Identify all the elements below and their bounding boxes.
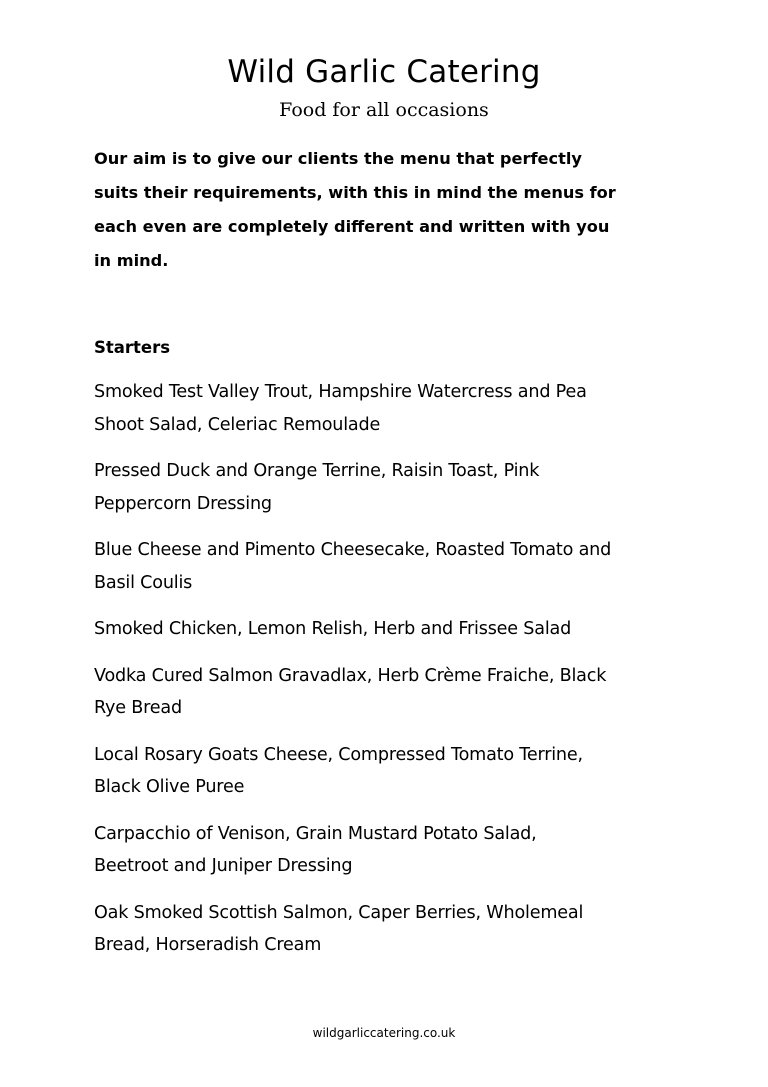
menu-item-line: Oak Smoked Scottish Salmon, Caper Berries, Wholemeal <box>94 902 584 923</box>
menu-item <box>94 534 714 599</box>
intro-line: suits their requirements, with this in mind the menus for <box>94 183 616 202</box>
menu-item-line: Carpacchio of Venison, Grain Mustard Potato Salad, <box>94 823 537 844</box>
menu-item-line: Pressed Duck and Orange Terrine, Raisin Toast, Pink <box>94 461 540 481</box>
menu-item-line: Bread, Horseradish Cream <box>94 935 322 955</box>
menu-item-line: Peppercorn Dressing <box>94 493 272 514</box>
page-subtitle: Food for all occasions <box>279 99 489 121</box>
menu-item <box>94 739 714 804</box>
menu-item <box>94 613 714 646</box>
menu-item-line: Beetroot and Juniper Dressing <box>94 856 353 876</box>
menu-item <box>94 897 714 962</box>
intro-line: in mind. <box>94 251 169 270</box>
menu-item <box>94 376 714 441</box>
menu-item-line: Smoked Test Valley Trout, Hampshire Watercress and Pea <box>94 382 587 402</box>
menu-item <box>94 818 714 883</box>
menu-item-line: Rye Bread <box>94 698 182 718</box>
menu-item-line: Black Olive Puree <box>94 777 245 797</box>
menu-item-line: Smoked Chicken, Lemon Relish, Herb and Frissee Salad <box>94 619 572 639</box>
menu-item-line: Blue Cheese and Pimento Cheesecake, Roasted Tomato and <box>94 540 612 560</box>
footer-website: wildgarliccatering.co.uk <box>312 1026 456 1040</box>
menu-item-line: Basil Coulis <box>94 572 193 593</box>
intro-line: each even are completely different and written with you <box>94 217 610 236</box>
intro-paragraph <box>94 142 694 278</box>
page-title: Wild Garlic Catering <box>227 54 541 90</box>
menu-item <box>94 660 714 725</box>
section-heading-starters: Starters <box>94 338 171 357</box>
menu-item-line: Local Rosary Goats Cheese, Compressed Tomato Terrine, <box>94 744 583 765</box>
intro-line: Our aim is to give our clients the menu that perfectly <box>94 149 582 168</box>
menu-item-line: Vodka Cured Salmon Gravadlax, Herb Crème Fraiche, Black <box>94 665 607 686</box>
menu-item-line: Shoot Salad, Celeriac Remoulade <box>94 414 381 435</box>
menu-item <box>94 455 714 520</box>
starters-list <box>94 376 714 976</box>
